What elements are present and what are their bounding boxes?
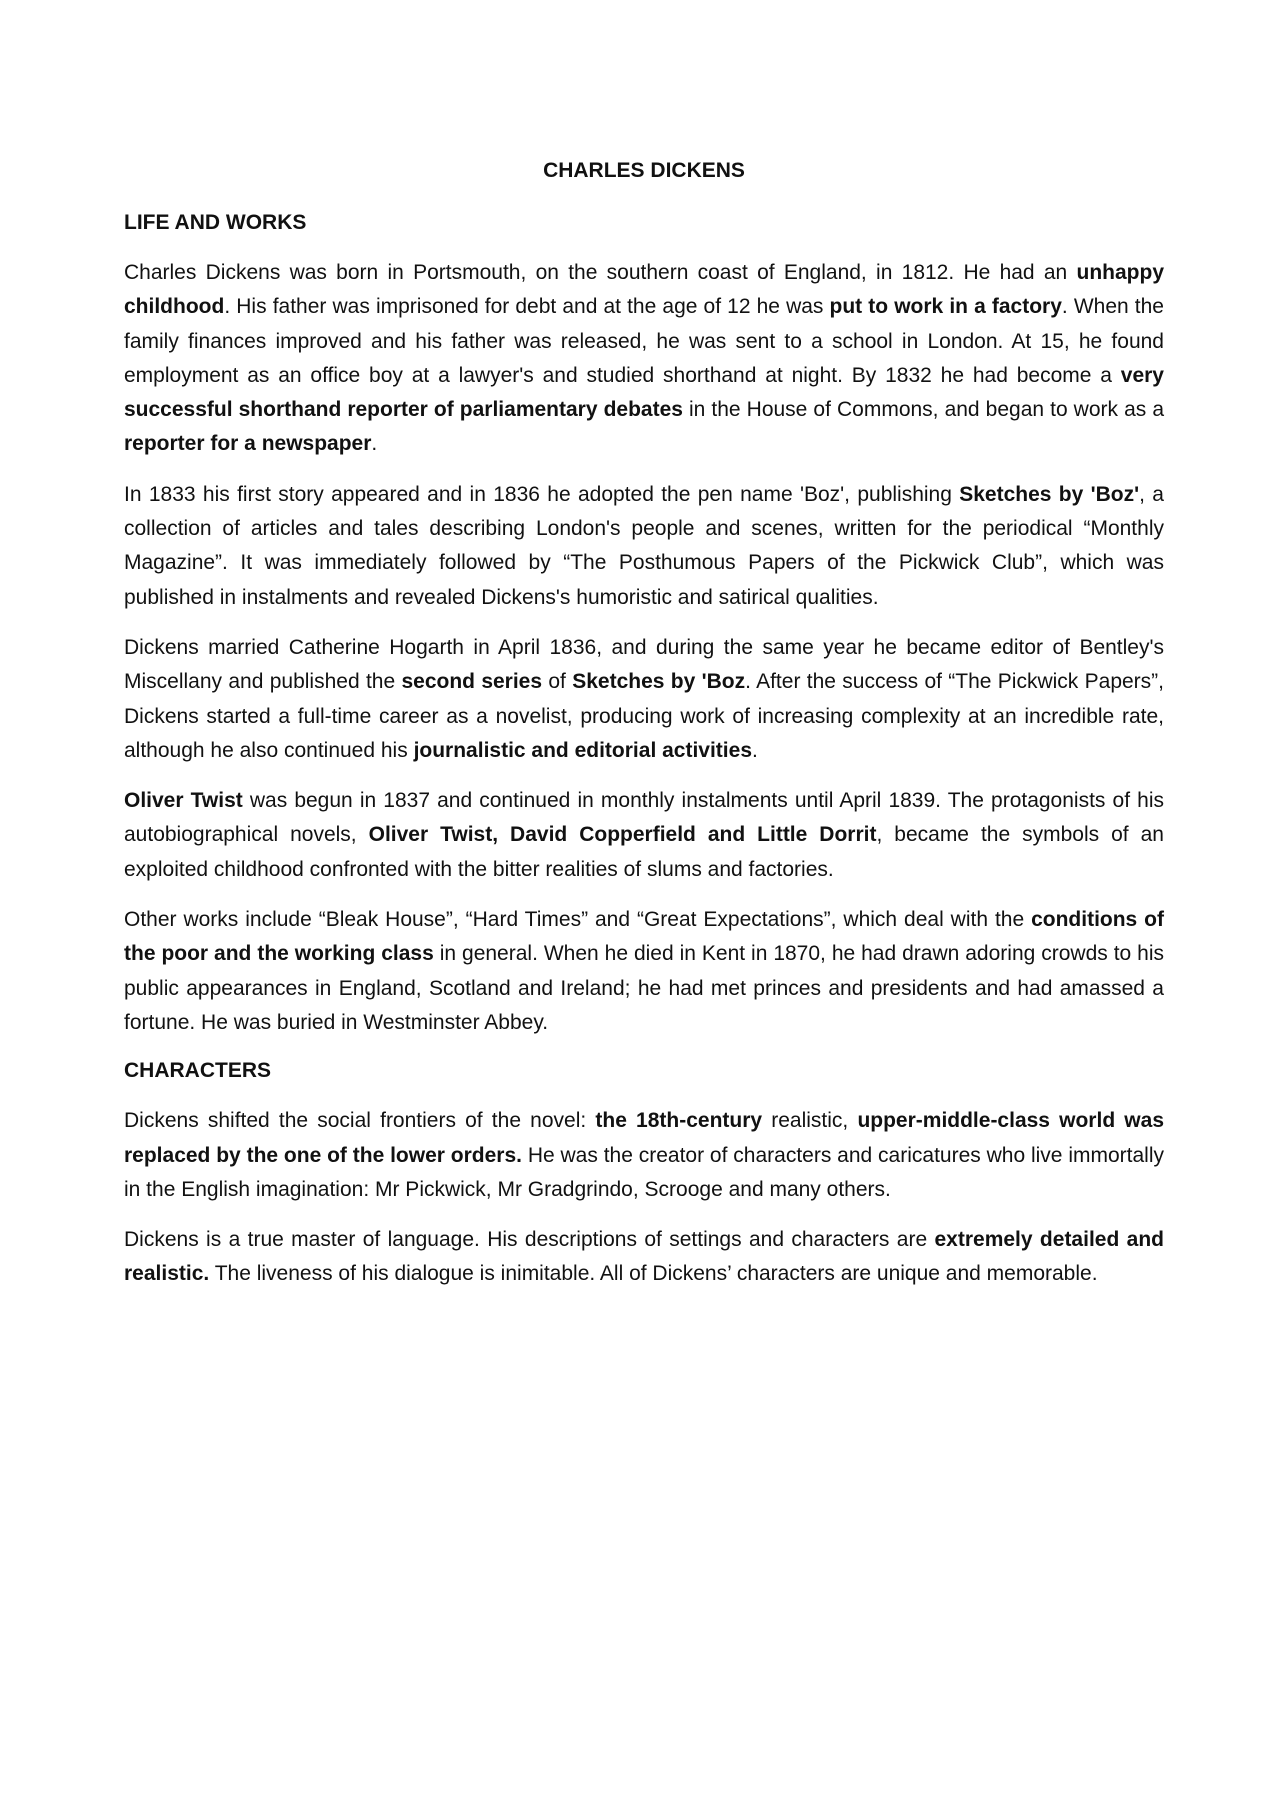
bold-text: reporter for a newspaper: [124, 432, 372, 456]
body-paragraph: [124, 1104, 1164, 1207]
body-paragraph: [124, 256, 1164, 462]
text-run: . When the family finances improved and his father was released, he was sent to a school in London. At 15, he found employment as an office boy at a lawyer's and studied shorthand at night. By 1832 he had become a: [124, 295, 1164, 387]
text-run: He was the creator of characters and caricatures who live immortally in the English imagination: Mr Pickwick, Mr Gradgrindo, Scrooge and many others.: [124, 1143, 1164, 1201]
section-heading: LIFE AND WORKS: [124, 211, 307, 234]
bold-text: the 18th-century: [595, 1109, 763, 1133]
text-run: of: [542, 670, 573, 694]
bold-text: very successful shorthand reporter of parliamentary debates: [124, 363, 1164, 422]
document-title: CHARLES DICKENS: [543, 159, 745, 182]
section-heading: CHARACTERS: [124, 1059, 271, 1083]
body-paragraph: [124, 784, 1164, 887]
bold-text: upper-middle-class world was replaced by the one of the lower orders.: [124, 1109, 1165, 1167]
text-run: .: [371, 432, 378, 456]
text-run: was begun in 1837 and continued in monthly instalments until April 1839. The protagonists of his autobiographical novels,: [124, 789, 1164, 847]
bold-text: journalistic and editorial activities: [413, 738, 752, 762]
bold-text: Oliver Twist: [124, 789, 243, 813]
body-paragraph: [124, 478, 1164, 615]
text-run: Charles Dickens was born in Portsmouth, on the southern coast of England, in 1812. He had an: [124, 261, 1077, 284]
body-paragraph: [124, 1223, 1164, 1292]
bold-text: Oliver Twist, David Copperfield and Little Dorrit: [368, 823, 877, 847]
body-paragraph: [124, 631, 1164, 768]
document-body: [124, 208, 1164, 1292]
text-run: Dickens married Catherine Hogarth in April 1836, and during the same year he became editor of Bentley's Miscellany and published the: [124, 635, 1164, 694]
text-run: The liveness of his dialogue is inimitable. All of Dickens’ characters are unique and memorable.: [209, 1262, 1098, 1286]
text-run: in the House of Commons, and began to work as a: [682, 398, 1164, 422]
bold-text: put to work in a factory: [829, 295, 1062, 319]
bold-text: unhappy childhood: [124, 261, 1164, 319]
text-run: .: [752, 738, 758, 762]
text-run: in general. When he died in Kent in 1870, he had drawn adoring crowds to his public appearances in England, Scotland and Ireland; he had met princes and presidents and had amassed a fortune. He was buried in Westminster Abbey.: [124, 942, 1165, 1034]
bold-text: second series: [401, 670, 543, 694]
bold-text: Sketches by 'Boz': [959, 482, 1140, 506]
text-run: , a collection of articles and tales describing London's people and scenes, written for the periodical “Monthly Magazine”. It was immediately followed by “The Posthumous Papers of the Pickwick Club”, which was published in instalments and revealed Dickens's humoristic and satirical qualities.: [124, 482, 1164, 609]
document-page: [124, 156, 1164, 1308]
text-run: . His father was imprisoned for debt and at the age of 12 he was: [224, 295, 830, 319]
text-run: . After the success of “The Pickwick Papers”, Dickens started a full-time career as a novelist, producing work of increasing complexity at an incredible rate, although he also continued his: [124, 670, 1164, 762]
text-run: Other works include “Bleak House”, “Hard Times” and “Great Expectations”, which deal with the: [124, 908, 1032, 932]
bold-text: conditions of the poor and the working class: [124, 908, 1164, 966]
text-run: In 1833 his first story appeared and in 1836 he adopted the pen name 'Boz', publishing: [124, 482, 960, 506]
body-paragraph: [124, 903, 1164, 1040]
text-run: Dickens shifted the social frontiers of the novel:: [124, 1109, 596, 1133]
bold-text: Sketches by 'Boz: [572, 670, 746, 694]
text-run: realistic,: [762, 1109, 858, 1133]
text-run: , became the symbols of an exploited childhood confronted with the bitter realities of slums and factories.: [124, 823, 1164, 881]
text-run: Dickens is a true master of language. His descriptions of settings and characters are: [124, 1228, 935, 1252]
bold-text: extremely detailed and realistic.: [124, 1228, 1164, 1286]
